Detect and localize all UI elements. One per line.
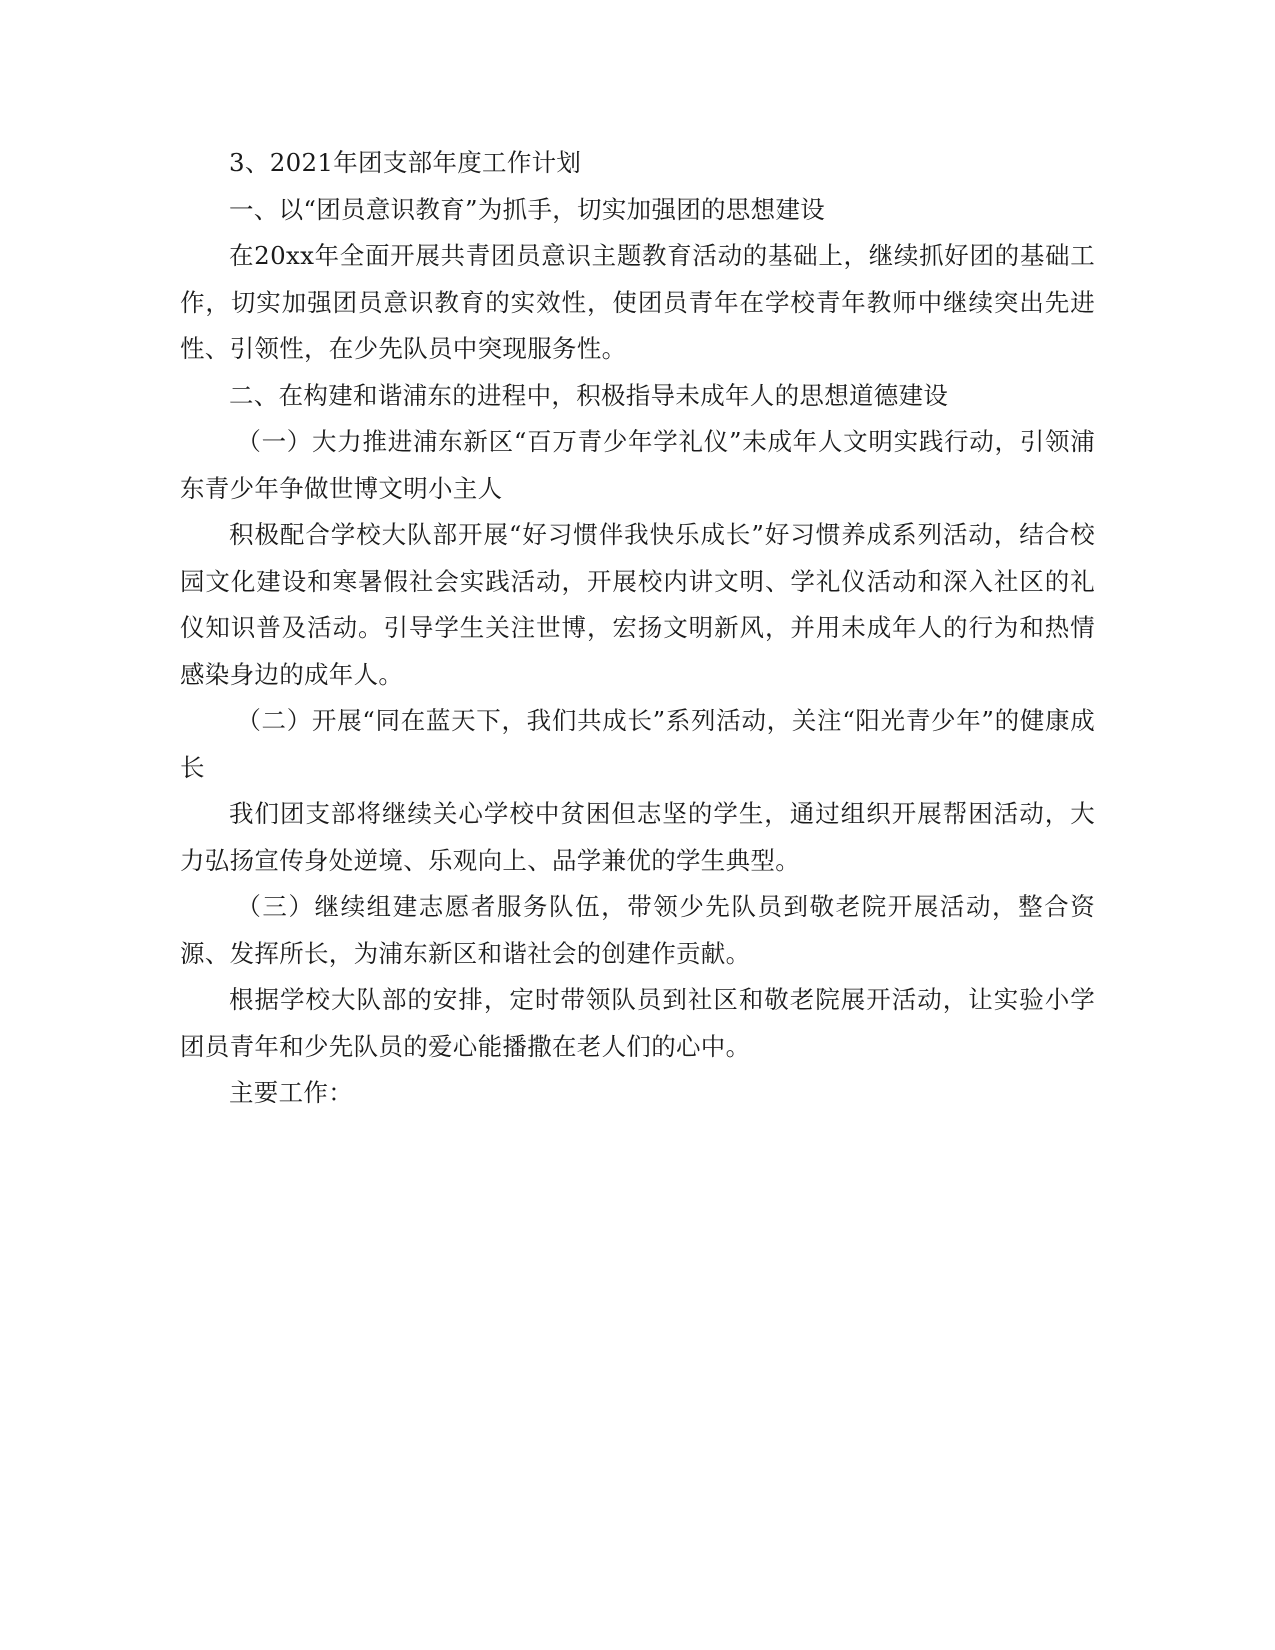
body-paragraph: 在20xx年全面开展共青团员意识主题教育活动的基础上，继续抓好团的基础工作，切实加强团员意识教育的实效性，使团员青年在学校青年教师中继续突出先进性、引领性，在少先队员中突现服务性。 (180, 241, 1095, 363)
section-label-main-work: 主要工作： (229, 1078, 353, 1107)
subsection-heading-2: （二）开展“同在蓝天下，我们共成长”系列活动，关注“阳光青少年”的健康成长 (180, 706, 1095, 782)
body-paragraph: 我们团支部将继续关心学校中贫困但志坚的学生，通过组织开展帮困活动，大力弘扬宣传身处逆境、乐观向上、品学兼优的学生典型。 (180, 799, 1095, 875)
subsection-heading-3: （三）继续组建志愿者服务队伍，带领少先队员到敬老院开展活动，整合资源、发挥所长，为浦东新区和谐社会的创建作贡献。 (180, 892, 1095, 968)
document-title: 3、2021年团支部年度工作计划 (229, 148, 582, 177)
body-paragraph: 根据学校大队部的安排，定时带领队员到社区和敬老院展开活动，让实验小学团员青年和少先队员的爱心能播撒在老人们的心中。 (180, 985, 1095, 1061)
body-paragraph: 积极配合学校大队部开展“好习惯伴我快乐成长”好习惯养成系列活动，结合校园文化建设和寒暑假社会实践活动，开展校内讲文明、学礼仪活动和深入社区的礼仪知识普及活动。引导学生关注世博，宏扬文明新风，并用未成年人的行为和热情感染身边的成年人。 (180, 520, 1095, 689)
document-page (180, 140, 1095, 1117)
section-heading-2: 二、在构建和谐浦东的进程中，积极指导未成年人的思想道德建设 (229, 380, 949, 410)
section-heading-1: 一、以“团员意识教育”为抓手，切实加强团的思想建设 (229, 194, 826, 224)
subsection-heading-1: （一）大力推进浦东新区“百万青少年学礼仪”未成年人文明实践行动，引领浦东青少年争做世博文明小主人 (180, 427, 1095, 503)
